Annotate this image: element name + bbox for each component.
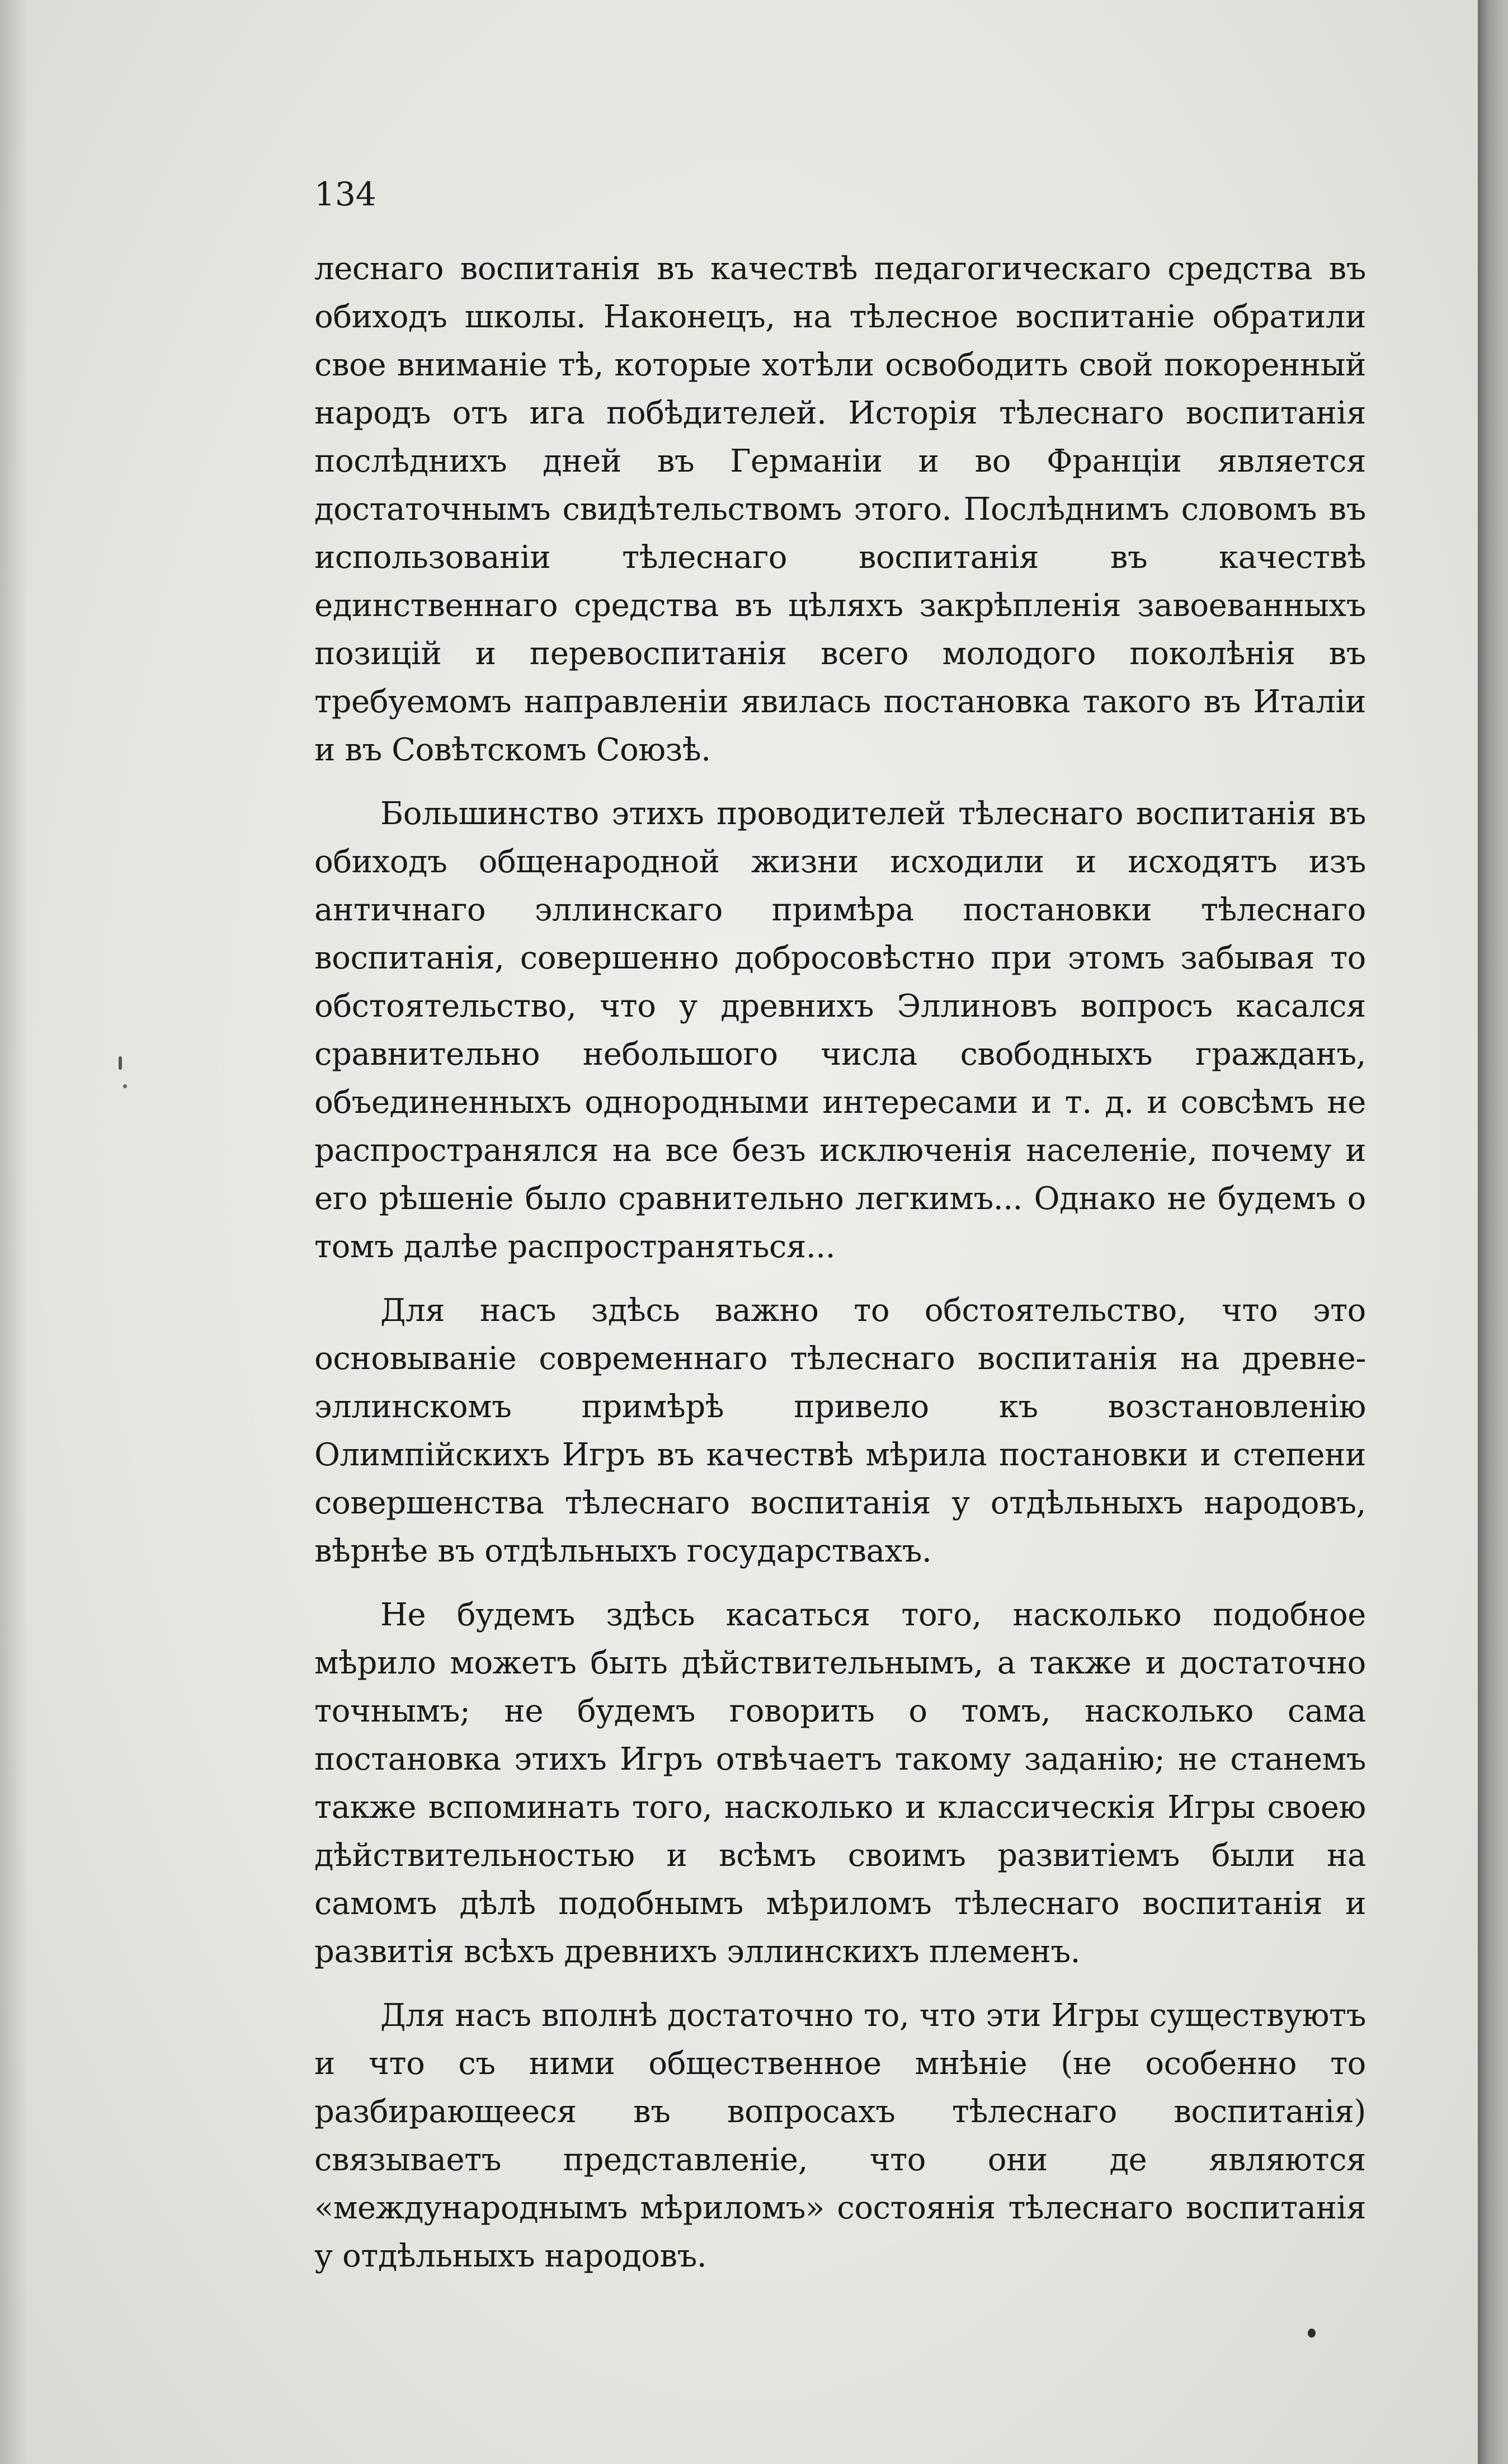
- paragraph-1: леснаго воспитанія въ качествѣ педагогическаго средства въ обиходъ школы. Наконецъ, на тѣлесное воспитаніе обратили свое вниманіе тѣ, которые хотѣли освободить свой покоренный народъ отъ ига побѣдителей. Исторія тѣлеснаго воспитанія послѣднихъ дней въ Германіи и во Франціи является достаточнымъ свидѣтельствомъ этого. Послѣднимъ словомъ въ использованіи тѣлеснаго воспитанія въ качествѣ единственнаго средства въ цѣляхъ закрѣпленія завоеванныхъ позицій и перевоспитанія всего молодого поколѣнія въ требуемомъ направленіи явилась постановка такого въ Италіи и въ Совѣтскомъ Союзѣ.: [314, 251, 1366, 768]
- ink-speck: [119, 1056, 122, 1070]
- paragraph-2: Большинство этихъ проводителей тѣлеснаго воспитанія въ обиходъ общенародной жизни исходили и исходятъ изъ античнаго эллинскаго примѣра постановки тѣлеснаго воспитанія, совершенно добросовѣстно при этомъ забывая то обстоятельство, что у древнихъ Эллиновъ вопросъ касался сравнительно небольшого числа свободныхъ гражданъ, объединенныхъ однородными интересами и т. д. и совсѣмъ не распространялся на все безъ исключенія населеніе, почему и его рѣшеніе было сравнительно легкимъ... Однако не будемъ о томъ далѣе распространяться...: [314, 796, 1366, 1265]
- paragraph-5: Для насъ вполнѣ достаточно то, что эти Игры существуютъ и что съ ними общественное мнѣніе (не особенно то разбирающееся въ вопросахъ тѣлеснаго воспитанія) связываетъ представленіе, что они де являются «международнымъ мѣриломъ» состоянія тѣлеснаго воспитанія у отдѣльныхъ народовъ.: [314, 1997, 1366, 2274]
- paragraph-4: Не будемъ здѣсь касаться того, насколько подобное мѣрило можетъ быть дѣйствительнымъ, а также и достаточно точнымъ; не будемъ говорить о томъ, насколько сама постановка этихъ Игръ отвѣчаетъ такому заданію; не станемъ также вспоминать того, насколько и классическія Игры своею дѣйствительностью и всѣмъ своимъ развитіемъ были на самомъ дѣлѣ подобнымъ мѣриломъ тѣлеснаго воспитанія и развитія всѣхъ древнихъ эллинскихъ племенъ.: [314, 1597, 1366, 1970]
- gutter-shadow: [0, 0, 28, 2464]
- ink-speck: [123, 1084, 127, 1088]
- page-edge: [1478, 0, 1508, 2464]
- paragraph-3: Для насъ здѣсь важно то обстоятельство, что это основываніе современнаго тѣлеснаго воспитанія на древне-эллинскомъ примѣрѣ привело къ возстановленію Олимпійскихъ Игръ въ качествѣ мѣрила постановки и степени совершенства тѣлеснаго воспитанія у отдѣльныхъ народовъ, вѣрнѣе въ отдѣльныхъ государствахъ.: [314, 1292, 1366, 1569]
- page-number: 134: [314, 175, 376, 213]
- ink-speck: [1308, 2329, 1316, 2338]
- body-text: [314, 245, 1366, 2280]
